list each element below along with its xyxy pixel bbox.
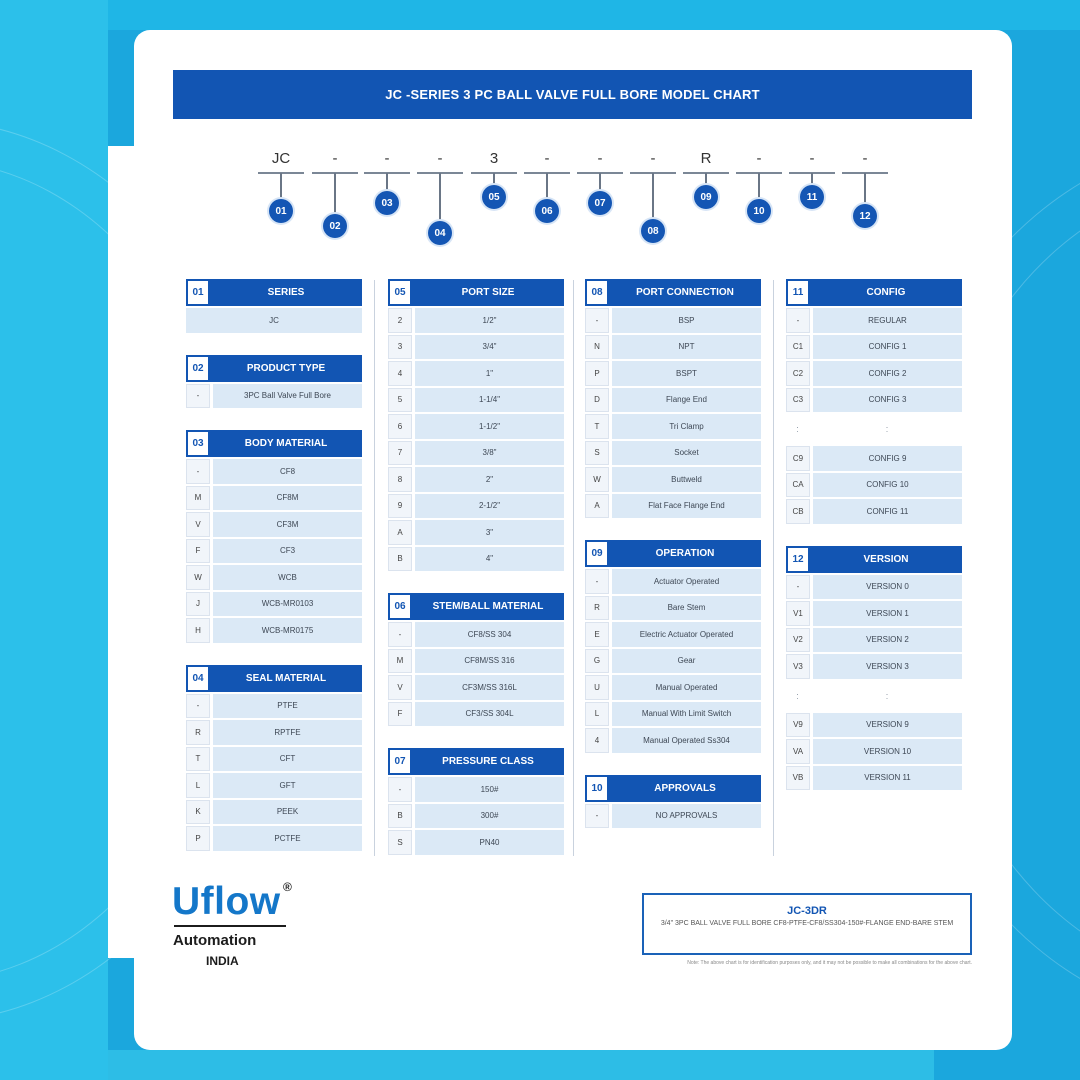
table-title: PORT SIZE <box>412 279 564 306</box>
position-number-badge: 10 <box>747 199 771 223</box>
code-connector <box>705 173 707 185</box>
option-code: C9 <box>786 446 810 471</box>
table-row <box>186 747 362 772</box>
code-table <box>585 540 761 753</box>
code-table <box>585 279 761 518</box>
option-code: M <box>186 486 210 511</box>
example-model-description: 3/4" 3PC BALL VALVE FULL BORE CF8-PTFE-CF8/SS304-150#-FLANGE END-BARE STEM <box>660 920 954 927</box>
table-title: SERIES <box>210 279 362 306</box>
code-table <box>786 546 962 791</box>
option-value: Flat Face Flange End <box>612 494 761 519</box>
option-code: - <box>786 308 810 333</box>
table-header <box>585 540 761 567</box>
table-row <box>186 512 362 537</box>
table-number: 01 <box>186 279 210 306</box>
example-model-box <box>642 893 972 955</box>
option-code: K <box>186 800 210 825</box>
code-character: R <box>700 150 712 167</box>
code-table <box>388 748 564 855</box>
table-row <box>786 335 962 360</box>
table-title: CONFIG <box>810 279 962 306</box>
option-value: CONFIG 2 <box>813 361 962 386</box>
option-code: 4 <box>585 728 609 753</box>
table-title: PRESSURE CLASS <box>412 748 564 775</box>
table-row <box>388 388 564 413</box>
option-code: V2 <box>786 628 810 653</box>
option-code: V <box>388 675 412 700</box>
option-code: V <box>186 512 210 537</box>
table-number: 12 <box>786 546 810 573</box>
table-row <box>585 569 761 594</box>
option-value: VERSION 3 <box>813 654 962 679</box>
table-row <box>388 414 564 439</box>
option-code: R <box>186 720 210 745</box>
option-code: V1 <box>786 601 810 626</box>
option-value: WCB-MR0175 <box>213 618 362 643</box>
code-connector <box>280 173 282 199</box>
option-value: 3/4" <box>415 335 564 360</box>
table-header <box>186 355 362 382</box>
code-connector <box>864 173 866 204</box>
option-code: P <box>585 361 609 386</box>
option-code: - <box>186 694 210 719</box>
option-code: W <box>186 565 210 590</box>
option-code: P <box>186 826 210 851</box>
registered-mark: ® <box>283 880 292 894</box>
option-value: VERSION 9 <box>813 713 962 738</box>
table-title: STEM/BALL MATERIAL <box>412 593 564 620</box>
table-title: SEAL MATERIAL <box>210 665 362 692</box>
option-value: PTFE <box>213 694 362 719</box>
option-value: GFT <box>213 773 362 798</box>
table-header <box>585 279 761 306</box>
option-code: 2 <box>388 308 412 333</box>
position-number-badge: 01 <box>269 199 293 223</box>
option-value: CONFIG 9 <box>813 446 962 471</box>
table-row <box>186 308 362 333</box>
column-series-product-body-seal <box>186 279 362 873</box>
option-code: A <box>388 520 412 545</box>
table-row <box>388 467 564 492</box>
table-number: 08 <box>585 279 609 306</box>
option-value: BSP <box>612 308 761 333</box>
table-row <box>186 592 362 617</box>
position-number-badge: 12 <box>853 204 877 228</box>
table-row <box>388 675 564 700</box>
option-value: Electric Actuator Operated <box>612 622 761 647</box>
code-character: - <box>437 150 443 167</box>
chart-title: JC -SERIES 3 PC BALL VALVE FULL BORE MODEL CHART <box>173 70 972 119</box>
code-table <box>388 593 564 726</box>
table-number: 10 <box>585 775 609 802</box>
table-row <box>786 681 962 711</box>
code-character: - <box>544 150 550 167</box>
option-value: VERSION 11 <box>813 766 962 791</box>
option-code: 5 <box>388 388 412 413</box>
position-number-badge: 11 <box>800 185 824 209</box>
option-code: B <box>388 804 412 829</box>
table-row <box>186 694 362 719</box>
option-value: Gear <box>612 649 761 674</box>
table-row <box>786 628 962 653</box>
column-port-stem-pressure <box>388 279 564 877</box>
option-value: CONFIG 11 <box>813 499 962 524</box>
option-code: - <box>388 777 412 802</box>
code-connector <box>546 173 548 199</box>
table-row <box>388 494 564 519</box>
code-connector <box>439 173 441 221</box>
option-value: Flange End <box>612 388 761 413</box>
table-row <box>186 773 362 798</box>
option-value: RPTFE <box>213 720 362 745</box>
option-value: : <box>885 690 890 701</box>
table-row <box>786 601 962 626</box>
option-code: F <box>388 702 412 727</box>
position-number-badge: 03 <box>375 191 399 215</box>
column-divider <box>374 280 375 856</box>
option-code: V3 <box>786 654 810 679</box>
table-row <box>786 446 962 471</box>
option-value: Bare Stem <box>612 596 761 621</box>
table-row <box>786 361 962 386</box>
position-number-badge: 04 <box>428 221 452 245</box>
option-code: - <box>585 308 609 333</box>
option-value: 1/2" <box>415 308 564 333</box>
table-header <box>388 748 564 775</box>
position-number-badge: 07 <box>588 191 612 215</box>
option-value: PEEK <box>213 800 362 825</box>
table-row <box>388 804 564 829</box>
table-title: OPERATION <box>609 540 761 567</box>
code-character: JC <box>271 150 291 167</box>
option-value: 2" <box>415 467 564 492</box>
table-row <box>585 388 761 413</box>
table-row <box>786 308 962 333</box>
option-value: JC <box>186 308 362 333</box>
table-row <box>786 473 962 498</box>
code-table <box>388 279 564 571</box>
option-value: Manual Operated <box>612 675 761 700</box>
table-row <box>585 804 761 829</box>
option-value: VERSION 1 <box>813 601 962 626</box>
code-table <box>585 775 761 829</box>
code-connector <box>386 173 388 191</box>
option-code: T <box>186 747 210 772</box>
table-row <box>585 335 761 360</box>
option-value: CF8 <box>213 459 362 484</box>
option-value: CF3M <box>213 512 362 537</box>
option-code: - <box>585 804 609 829</box>
footnote: Note: The above chart is for identification purposes only, and it may not be possible to make all combinations for the above chart. <box>687 960 972 966</box>
table-row <box>585 414 761 439</box>
option-value: VERSION 10 <box>813 739 962 764</box>
table-title: VERSION <box>810 546 962 573</box>
table-row <box>388 830 564 855</box>
code-character: - <box>809 150 815 167</box>
code-connector <box>599 173 601 191</box>
table-row <box>585 649 761 674</box>
position-number-badge: 08 <box>641 219 665 243</box>
column-divider <box>773 280 774 856</box>
code-character: 3 <box>489 150 499 167</box>
code-table <box>186 279 362 333</box>
code-character: - <box>650 150 656 167</box>
option-value: Socket <box>612 441 761 466</box>
option-code: - <box>585 569 609 594</box>
option-code: R <box>585 596 609 621</box>
option-code: L <box>585 702 609 727</box>
table-number: 11 <box>786 279 810 306</box>
option-value: Tri Clamp <box>612 414 761 439</box>
option-code: 3 <box>388 335 412 360</box>
option-code: N <box>585 335 609 360</box>
option-value: 4" <box>415 547 564 572</box>
option-value: CF3 <box>213 539 362 564</box>
column-config-version <box>786 279 962 812</box>
table-header <box>186 430 362 457</box>
table-row <box>388 547 564 572</box>
table-number: 09 <box>585 540 609 567</box>
option-code: D <box>585 388 609 413</box>
background-stripe-bottom <box>108 1050 934 1080</box>
position-number-badge: 06 <box>535 199 559 223</box>
option-code: C3 <box>786 388 810 413</box>
code-character: - <box>597 150 603 167</box>
option-code: T <box>585 414 609 439</box>
table-number: 07 <box>388 748 412 775</box>
table-row <box>585 494 761 519</box>
option-code: C2 <box>786 361 810 386</box>
option-value: Buttweld <box>612 467 761 492</box>
option-value: VERSION 0 <box>813 575 962 600</box>
table-row <box>186 486 362 511</box>
option-code: : <box>796 424 800 434</box>
table-row <box>786 766 962 791</box>
table-row <box>786 414 962 444</box>
table-number: 02 <box>186 355 210 382</box>
option-code: G <box>585 649 609 674</box>
code-connector <box>652 173 654 219</box>
option-code: CB <box>786 499 810 524</box>
option-code: - <box>388 622 412 647</box>
option-code: 9 <box>388 494 412 519</box>
option-code: J <box>186 592 210 617</box>
option-value: 2-1/2" <box>415 494 564 519</box>
table-row <box>186 384 362 409</box>
option-code: : <box>796 690 800 701</box>
option-code: U <box>585 675 609 700</box>
logo-subtitle: Automation <box>173 932 257 949</box>
table-row <box>186 565 362 590</box>
option-code: F <box>186 539 210 564</box>
table-row <box>186 459 362 484</box>
table-row <box>388 335 564 360</box>
table-row <box>186 800 362 825</box>
table-number: 03 <box>186 430 210 457</box>
code-connector <box>758 173 760 199</box>
table-header <box>186 665 362 692</box>
table-row <box>585 622 761 647</box>
option-value: WCB <box>213 565 362 590</box>
table-row <box>585 702 761 727</box>
option-code: S <box>585 441 609 466</box>
option-code: L <box>186 773 210 798</box>
option-value: PN40 <box>415 830 564 855</box>
table-title: APPROVALS <box>609 775 761 802</box>
option-value: 300# <box>415 804 564 829</box>
option-value: 1-1/2" <box>415 414 564 439</box>
option-code: - <box>186 459 210 484</box>
option-value: BSPT <box>612 361 761 386</box>
table-title: PORT CONNECTION <box>609 279 761 306</box>
option-value: CF8/SS 304 <box>415 622 564 647</box>
logo-country: INDIA <box>206 954 239 968</box>
table-header <box>585 775 761 802</box>
table-header <box>388 593 564 620</box>
code-table <box>186 430 362 643</box>
table-row <box>186 720 362 745</box>
code-table <box>186 355 362 409</box>
code-connector <box>811 173 813 185</box>
code-character: - <box>384 150 390 167</box>
table-row <box>786 499 962 524</box>
table-number: 04 <box>186 665 210 692</box>
option-value: CONFIG 1 <box>813 335 962 360</box>
option-code: 7 <box>388 441 412 466</box>
logo-brand: Uflow <box>172 880 281 923</box>
option-code: M <box>388 649 412 674</box>
option-code: CA <box>786 473 810 498</box>
option-code: 6 <box>388 414 412 439</box>
position-number-badge: 09 <box>694 185 718 209</box>
background-stripe-top <box>108 0 1080 30</box>
option-code: - <box>186 384 210 409</box>
option-value: NPT <box>612 335 761 360</box>
option-value: 3/8" <box>415 441 564 466</box>
option-value: VERSION 2 <box>813 628 962 653</box>
table-number: 05 <box>388 279 412 306</box>
option-value: CF8M/SS 316 <box>415 649 564 674</box>
option-value: CF3/SS 304L <box>415 702 564 727</box>
option-value: 1-1/4" <box>415 388 564 413</box>
option-value: 1" <box>415 361 564 386</box>
table-row <box>585 596 761 621</box>
option-value: CF8M <box>213 486 362 511</box>
table-row <box>585 308 761 333</box>
option-value: CF3M/SS 316L <box>415 675 564 700</box>
column-divider <box>573 280 574 856</box>
option-value: Manual Operated Ss304 <box>612 728 761 753</box>
table-row <box>585 675 761 700</box>
position-number-badge: 05 <box>482 185 506 209</box>
table-row <box>585 441 761 466</box>
code-connector <box>493 173 495 185</box>
table-row <box>585 467 761 492</box>
table-row <box>388 308 564 333</box>
table-header <box>186 279 362 306</box>
option-code: 8 <box>388 467 412 492</box>
option-code: VB <box>786 766 810 791</box>
uflow-logo <box>172 880 312 980</box>
table-header <box>786 279 962 306</box>
table-number: 06 <box>388 593 412 620</box>
code-table <box>786 279 962 524</box>
option-value: : <box>885 424 890 434</box>
table-title: PRODUCT TYPE <box>210 355 362 382</box>
table-row <box>786 739 962 764</box>
option-value: 150# <box>415 777 564 802</box>
table-row <box>388 441 564 466</box>
option-code: E <box>585 622 609 647</box>
table-row <box>388 361 564 386</box>
option-code: B <box>388 547 412 572</box>
option-value: CFT <box>213 747 362 772</box>
code-character: - <box>862 150 868 167</box>
option-value: CONFIG 3 <box>813 388 962 413</box>
option-code: - <box>786 575 810 600</box>
option-code: H <box>186 618 210 643</box>
code-character: - <box>756 150 762 167</box>
table-row <box>388 777 564 802</box>
option-value: NO APPROVALS <box>612 804 761 829</box>
table-row <box>585 728 761 753</box>
code-table <box>186 665 362 851</box>
table-row <box>585 361 761 386</box>
option-code: A <box>585 494 609 519</box>
code-connector <box>334 173 336 214</box>
option-code: S <box>388 830 412 855</box>
model-code-diagram <box>0 150 1080 250</box>
column-connection-operation-approvals <box>585 279 761 850</box>
table-row <box>786 388 962 413</box>
option-value: WCB-MR0103 <box>213 592 362 617</box>
table-header <box>388 279 564 306</box>
option-code: W <box>585 467 609 492</box>
table-title: BODY MATERIAL <box>210 430 362 457</box>
option-value: PCTFE <box>213 826 362 851</box>
option-value: Actuator Operated <box>612 569 761 594</box>
option-code: VA <box>786 739 810 764</box>
table-row <box>786 713 962 738</box>
option-code: C1 <box>786 335 810 360</box>
option-value: Manual With Limit Switch <box>612 702 761 727</box>
table-row <box>786 575 962 600</box>
option-value: 3PC Ball Valve Full Bore <box>213 384 362 409</box>
code-character: - <box>332 150 338 167</box>
option-code: 4 <box>388 361 412 386</box>
table-row <box>186 539 362 564</box>
position-number-badge: 02 <box>323 214 347 238</box>
option-value: 3" <box>415 520 564 545</box>
table-row <box>388 622 564 647</box>
table-row <box>388 520 564 545</box>
option-value: CONFIG 10 <box>813 473 962 498</box>
example-model-code: JC-3DR <box>787 905 827 917</box>
table-row <box>186 826 362 851</box>
option-value: REGULAR <box>813 308 962 333</box>
table-row <box>186 618 362 643</box>
table-header <box>786 546 962 573</box>
option-code: V9 <box>786 713 810 738</box>
table-row <box>388 702 564 727</box>
table-row <box>388 649 564 674</box>
logo-underline <box>174 925 286 927</box>
table-row <box>786 654 962 679</box>
